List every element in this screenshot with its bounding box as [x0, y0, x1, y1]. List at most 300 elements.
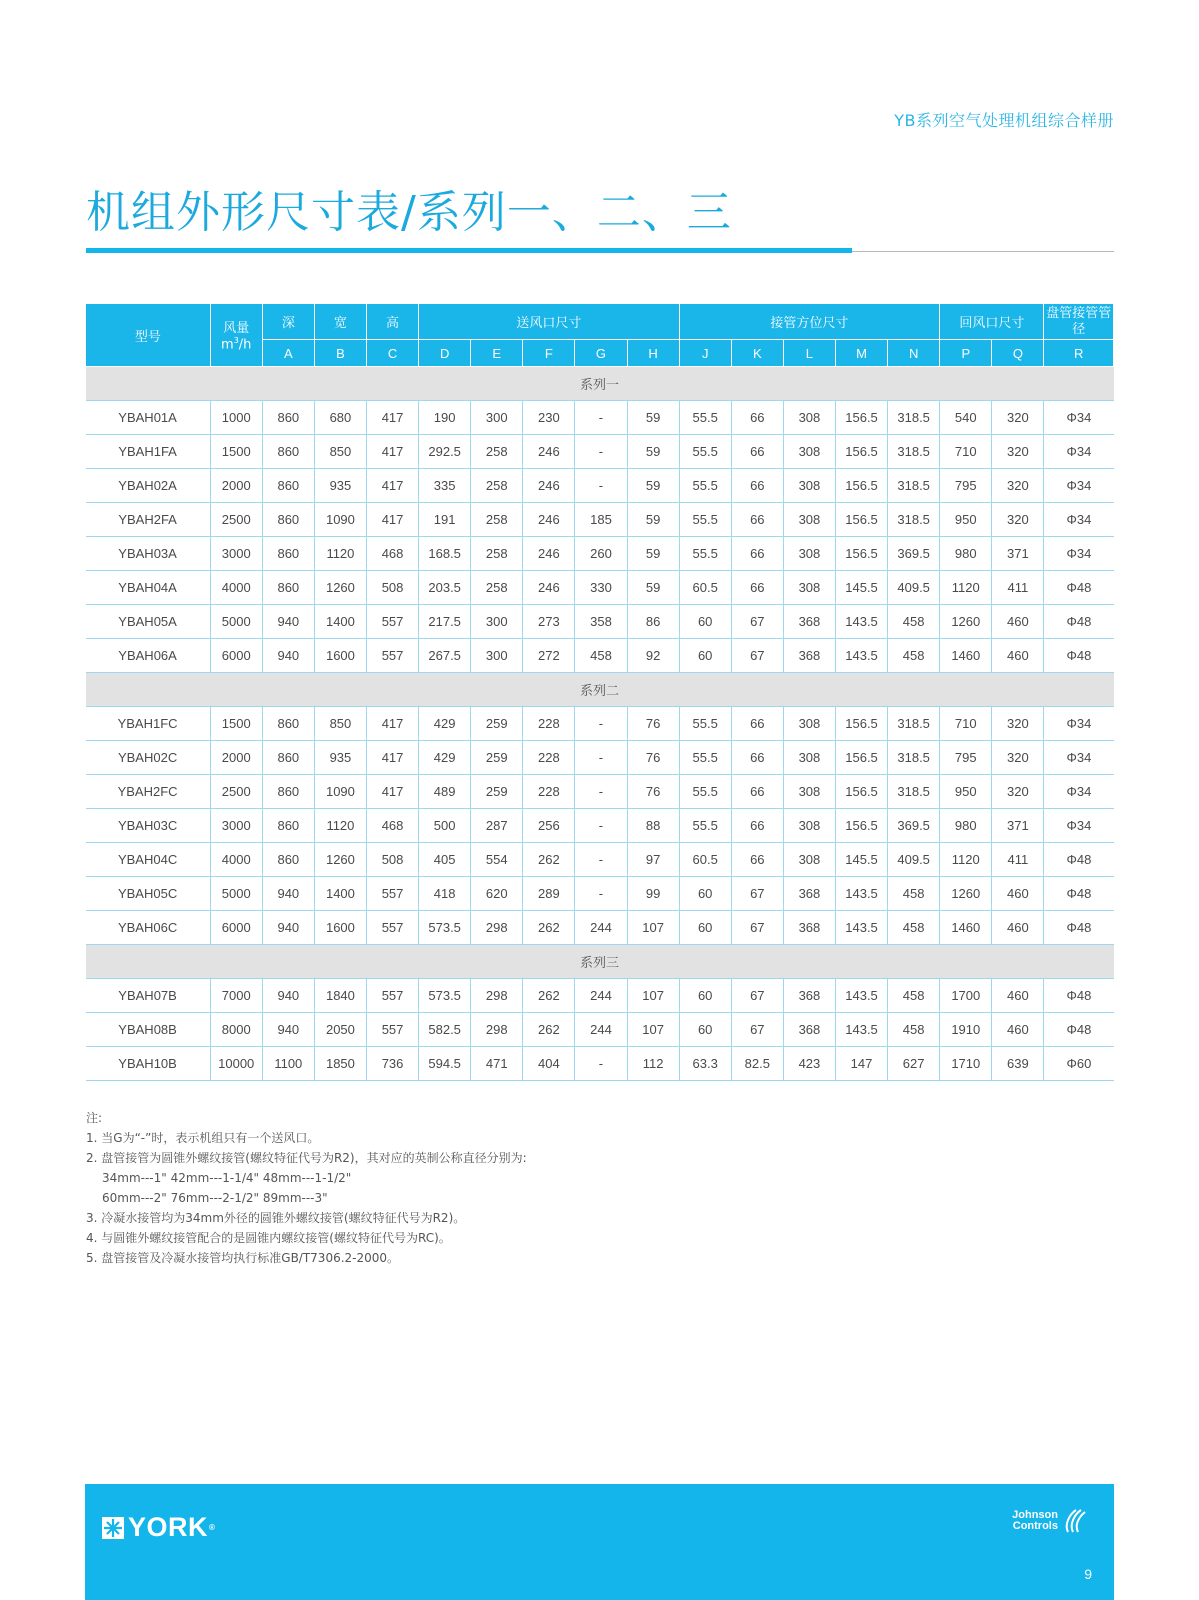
model-cell: YBAH02A: [86, 469, 211, 503]
header-col-r: R: [1044, 340, 1114, 367]
table-cell: 417: [366, 741, 418, 775]
header-height: 高: [366, 304, 418, 340]
table-cell: -: [575, 775, 627, 809]
table-cell: 190: [419, 401, 471, 435]
table-cell: 298: [471, 979, 523, 1013]
table-cell: 1400: [314, 877, 366, 911]
table-cell: 259: [471, 707, 523, 741]
model-cell: YBAH04C: [86, 843, 211, 877]
table-cell: Φ34: [1044, 809, 1114, 843]
table-cell: 244: [575, 911, 627, 945]
table-row: [86, 741, 1114, 775]
header-col-m: M: [835, 340, 887, 367]
series-group-row: [86, 945, 1114, 979]
note-item: 3. 冷凝水接管均为34mm外径的圆锥外螺纹接管(螺纹特征代号为R2)。: [86, 1211, 466, 1225]
model-cell: YBAH07B: [86, 979, 211, 1013]
table-cell: 409.5: [888, 571, 940, 605]
johnson-controls-logo: [1012, 1508, 1086, 1534]
table-cell: 320: [992, 707, 1044, 741]
table-cell: 228: [523, 707, 575, 741]
table-cell: 7000: [210, 979, 262, 1013]
table-cell: 320: [992, 435, 1044, 469]
table-cell: 460: [992, 1013, 1044, 1047]
table-cell: 417: [366, 707, 418, 741]
table-row: [86, 435, 1114, 469]
table-cell: 67: [731, 979, 783, 1013]
table-cell: 468: [366, 537, 418, 571]
table-cell: 258: [471, 503, 523, 537]
table-cell: 409.5: [888, 843, 940, 877]
table-cell: 156.5: [835, 741, 887, 775]
table-cell: 217.5: [419, 605, 471, 639]
table-cell: Φ34: [1044, 435, 1114, 469]
table-cell: 320: [992, 503, 1044, 537]
jc-line2: Controls: [1012, 1520, 1058, 1532]
table-cell: 1840: [314, 979, 366, 1013]
model-cell: YBAH2FC: [86, 775, 211, 809]
table-cell: 272: [523, 639, 575, 673]
table-cell: 258: [471, 435, 523, 469]
header-airflow-unit: [211, 336, 262, 352]
table-cell: 67: [731, 605, 783, 639]
note-item: 2. 盘管接管为圆锥外螺纹接管(螺纹特征代号为R2)，其对应的英制公称直径分别为:: [86, 1151, 527, 1165]
table-cell: 86: [627, 605, 679, 639]
table-cell: 935: [314, 741, 366, 775]
table-cell: 55.5: [679, 741, 731, 775]
header-airflow: [210, 304, 262, 367]
table-cell: 318.5: [888, 741, 940, 775]
header-width: 宽: [314, 304, 366, 340]
table-cell: 460: [992, 911, 1044, 945]
table-cell: -: [575, 741, 627, 775]
table-row: [86, 537, 1114, 571]
table-cell: 300: [471, 605, 523, 639]
header-col-a: A: [262, 340, 314, 367]
catalog-title: YB系列空气处理机组综合样册: [894, 111, 1114, 130]
table-cell: 860: [262, 571, 314, 605]
york-snowflake-icon: [102, 1517, 124, 1539]
table-cell: 67: [731, 911, 783, 945]
table-cell: 66: [731, 435, 783, 469]
table-cell: 935: [314, 469, 366, 503]
model-cell: YBAH03A: [86, 537, 211, 571]
page-number: 9: [1084, 1566, 1092, 1582]
table-cell: 66: [731, 401, 783, 435]
table-cell: 940: [262, 1013, 314, 1047]
table-row: [86, 877, 1114, 911]
table-cell: -: [575, 469, 627, 503]
table-cell: 405: [419, 843, 471, 877]
table-cell: 230: [523, 401, 575, 435]
table-cell: 540: [940, 401, 992, 435]
table-cell: 573.5: [419, 911, 471, 945]
table-cell: 1260: [314, 843, 366, 877]
table-cell: 244: [575, 1013, 627, 1047]
table-cell: 429: [419, 741, 471, 775]
jc-line1: Johnson: [1012, 1509, 1058, 1521]
table-cell: 369.5: [888, 537, 940, 571]
table-cell: 1120: [314, 537, 366, 571]
table-cell: 1120: [940, 843, 992, 877]
table-cell: -: [575, 877, 627, 911]
table-cell: 318.5: [888, 775, 940, 809]
york-logo: [102, 1512, 215, 1543]
model-cell: YBAH10B: [86, 1047, 211, 1081]
table-row: [86, 401, 1114, 435]
table-cell: 82.5: [731, 1047, 783, 1081]
table-cell: 55.5: [679, 537, 731, 571]
table-cell: 308: [783, 469, 835, 503]
table-cell: 308: [783, 503, 835, 537]
table-cell: 573.5: [419, 979, 471, 1013]
table-cell: 404: [523, 1047, 575, 1081]
table-cell: 318.5: [888, 435, 940, 469]
table-cell: 246: [523, 503, 575, 537]
table-cell: 55.5: [679, 809, 731, 843]
model-cell: YBAH08B: [86, 1013, 211, 1047]
table-cell: 411: [992, 843, 1044, 877]
table-cell: 259: [471, 775, 523, 809]
table-cell: 55.5: [679, 503, 731, 537]
model-cell: YBAH06C: [86, 911, 211, 945]
table-cell: 145.5: [835, 571, 887, 605]
table-cell: 156.5: [835, 435, 887, 469]
table-cell: 860: [262, 809, 314, 843]
table-cell: 143.5: [835, 877, 887, 911]
table-cell: 557: [366, 979, 418, 1013]
table-cell: 300: [471, 401, 523, 435]
table-cell: 273: [523, 605, 575, 639]
header-col-k: K: [731, 340, 783, 367]
table-cell: 143.5: [835, 1013, 887, 1047]
series-group-row: [86, 367, 1114, 401]
table-cell: 980: [940, 809, 992, 843]
table-cell: 736: [366, 1047, 418, 1081]
table-cell: 950: [940, 775, 992, 809]
table-cell: 489: [419, 775, 471, 809]
header-model: 型号: [86, 304, 211, 367]
model-cell: YBAH1FC: [86, 707, 211, 741]
table-cell: 262: [523, 979, 575, 1013]
table-cell: 203.5: [419, 571, 471, 605]
table-cell: 308: [783, 401, 835, 435]
table-cell: 308: [783, 775, 835, 809]
table-cell: 66: [731, 503, 783, 537]
table-cell: 256: [523, 809, 575, 843]
table-cell: 8000: [210, 1013, 262, 1047]
table-cell: 4000: [210, 843, 262, 877]
table-row: [86, 979, 1114, 1013]
table-cell: 368: [783, 605, 835, 639]
table-cell: 191: [419, 503, 471, 537]
table-cell: 368: [783, 911, 835, 945]
table-cell: 320: [992, 741, 1044, 775]
table-cell: Φ34: [1044, 741, 1114, 775]
table-cell: 860: [262, 707, 314, 741]
table-cell: 594.5: [419, 1047, 471, 1081]
table-cell: 66: [731, 775, 783, 809]
table-cell: 10000: [210, 1047, 262, 1081]
table-cell: 508: [366, 843, 418, 877]
header-col-n: N: [888, 340, 940, 367]
series-group-label: 系列三: [86, 945, 1114, 979]
table-cell: 55.5: [679, 707, 731, 741]
table-cell: 1500: [210, 435, 262, 469]
table-cell: 1090: [314, 775, 366, 809]
table-cell: 60.5: [679, 571, 731, 605]
table-cell: 627: [888, 1047, 940, 1081]
table-cell: 460: [992, 877, 1044, 911]
york-reg-mark: ®: [209, 1523, 216, 1532]
airflow-unit-tail: /h: [238, 337, 252, 353]
table-cell: 1850: [314, 1047, 366, 1081]
note-item: 1. 当G为“-”时，表示机组只有一个送风口。: [86, 1131, 320, 1145]
table-cell: -: [575, 401, 627, 435]
table-cell: 1910: [940, 1013, 992, 1047]
table-cell: -: [575, 809, 627, 843]
table-cell: 298: [471, 911, 523, 945]
table-cell: 92: [627, 639, 679, 673]
table-cell: 97: [627, 843, 679, 877]
table-cell: 143.5: [835, 639, 887, 673]
table-cell: 371: [992, 809, 1044, 843]
table-cell: 300: [471, 639, 523, 673]
table-cell: 55.5: [679, 775, 731, 809]
table-row: [86, 707, 1114, 741]
table-cell: 368: [783, 979, 835, 1013]
table-cell: 860: [262, 435, 314, 469]
table-cell: 710: [940, 707, 992, 741]
header-col-j: J: [679, 340, 731, 367]
table-cell: 330: [575, 571, 627, 605]
table-cell: 298: [471, 1013, 523, 1047]
table-cell: 940: [262, 911, 314, 945]
table-cell: 460: [992, 979, 1044, 1013]
table-cell: Φ34: [1044, 401, 1114, 435]
table-cell: Φ48: [1044, 979, 1114, 1013]
table-cell: Φ34: [1044, 707, 1114, 741]
model-cell: YBAH05C: [86, 877, 211, 911]
table-cell: 1100: [262, 1047, 314, 1081]
header-col-b: B: [314, 340, 366, 367]
table-cell: 258: [471, 537, 523, 571]
table-cell: 88: [627, 809, 679, 843]
table-cell: 458: [888, 877, 940, 911]
header-col-f: F: [523, 340, 575, 367]
table-cell: Φ34: [1044, 537, 1114, 571]
table-cell: 2000: [210, 469, 262, 503]
table-cell: 458: [888, 911, 940, 945]
table-cell: 860: [262, 843, 314, 877]
york-wordmark: YORK: [128, 1512, 209, 1542]
table-cell: 60: [679, 639, 731, 673]
table-row: [86, 469, 1114, 503]
table-cell: 55.5: [679, 435, 731, 469]
model-cell: YBAH01A: [86, 401, 211, 435]
table-cell: 289: [523, 877, 575, 911]
table-cell: 940: [262, 639, 314, 673]
table-cell: 554: [471, 843, 523, 877]
table-cell: 6000: [210, 911, 262, 945]
table-cell: 318.5: [888, 401, 940, 435]
table-cell: 320: [992, 775, 1044, 809]
table-cell: 468: [366, 809, 418, 843]
table-cell: 680: [314, 401, 366, 435]
table-cell: 500: [419, 809, 471, 843]
table-cell: 246: [523, 469, 575, 503]
table-cell: 143.5: [835, 979, 887, 1013]
title-underline: [86, 248, 852, 253]
table-row: [86, 571, 1114, 605]
table-row: [86, 503, 1114, 537]
table-cell: 76: [627, 741, 679, 775]
table-cell: 1090: [314, 503, 366, 537]
table-cell: 940: [262, 605, 314, 639]
table-cell: 417: [366, 435, 418, 469]
header-col-c: C: [366, 340, 418, 367]
notes: [86, 1108, 527, 1268]
table-cell: 940: [262, 979, 314, 1013]
table-cell: 246: [523, 435, 575, 469]
table-cell: 55.5: [679, 469, 731, 503]
table-cell: 76: [627, 707, 679, 741]
table-cell: 246: [523, 537, 575, 571]
header-col-p: P: [940, 340, 992, 367]
note-item: 60mm---2" 76mm---2-1/2" 89mm---3": [102, 1191, 328, 1205]
model-cell: YBAH02C: [86, 741, 211, 775]
table-cell: 5000: [210, 877, 262, 911]
table-cell: Φ48: [1044, 639, 1114, 673]
table-cell: 59: [627, 469, 679, 503]
table-cell: 308: [783, 537, 835, 571]
table-cell: 1600: [314, 639, 366, 673]
table-cell: Φ34: [1044, 503, 1114, 537]
table-cell: 258: [471, 571, 523, 605]
table-cell: 228: [523, 741, 575, 775]
table-cell: 60: [679, 1013, 731, 1047]
table-row: [86, 605, 1114, 639]
table-cell: 59: [627, 537, 679, 571]
table-cell: 156.5: [835, 401, 887, 435]
table-cell: 66: [731, 571, 783, 605]
footer-bar: [85, 1484, 1114, 1600]
table-cell: 6000: [210, 639, 262, 673]
table-cell: 2050: [314, 1013, 366, 1047]
table-row: [86, 639, 1114, 673]
model-cell: YBAH1FA: [86, 435, 211, 469]
table-cell: 795: [940, 741, 992, 775]
page-title: 机组外形尺寸表/系列一、二、三: [86, 187, 732, 238]
table-cell: 63.3: [679, 1047, 731, 1081]
table-cell: 59: [627, 435, 679, 469]
table-cell: Φ48: [1044, 911, 1114, 945]
table-cell: 557: [366, 911, 418, 945]
model-cell: YBAH05A: [86, 605, 211, 639]
table-cell: 262: [523, 911, 575, 945]
header-pipe-position: 接管方位尺寸: [679, 304, 940, 340]
table-cell: 156.5: [835, 809, 887, 843]
table-cell: Φ48: [1044, 571, 1114, 605]
table-cell: 1000: [210, 401, 262, 435]
table-cell: 1710: [940, 1047, 992, 1081]
table-cell: 66: [731, 809, 783, 843]
table-cell: 267.5: [419, 639, 471, 673]
table-cell: 3000: [210, 809, 262, 843]
table-row: [86, 809, 1114, 843]
table-cell: 335: [419, 469, 471, 503]
table-cell: 417: [366, 469, 418, 503]
model-cell: YBAH06A: [86, 639, 211, 673]
table-cell: -: [575, 843, 627, 877]
table-cell: 59: [627, 401, 679, 435]
header-depth: 深: [262, 304, 314, 340]
table-cell: 557: [366, 639, 418, 673]
table-cell: 259: [471, 741, 523, 775]
table-cell: 67: [731, 1013, 783, 1047]
table-cell: 620: [471, 877, 523, 911]
table-cell: 59: [627, 571, 679, 605]
table-cell: 950: [940, 503, 992, 537]
table-cell: 980: [940, 537, 992, 571]
table-cell: 417: [366, 401, 418, 435]
table-cell: 423: [783, 1047, 835, 1081]
table-cell: 1500: [210, 707, 262, 741]
table-cell: 318.5: [888, 469, 940, 503]
table-cell: 458: [888, 979, 940, 1013]
table-cell: 2000: [210, 741, 262, 775]
table-cell: 168.5: [419, 537, 471, 571]
table-cell: 262: [523, 843, 575, 877]
table-cell: 60: [679, 605, 731, 639]
table-row: [86, 775, 1114, 809]
table-cell: 66: [731, 707, 783, 741]
table-cell: 860: [262, 775, 314, 809]
table-cell: 308: [783, 435, 835, 469]
table-cell: 107: [627, 979, 679, 1013]
dimension-table-wrapper: [85, 303, 1114, 1081]
header-supply-outlet: 送风口尺寸: [419, 304, 680, 340]
table-row: [86, 1047, 1114, 1081]
table-cell: 458: [888, 639, 940, 673]
table-cell: 2500: [210, 775, 262, 809]
table-cell: 308: [783, 707, 835, 741]
table-cell: 508: [366, 571, 418, 605]
table-cell: 417: [366, 775, 418, 809]
table-cell: 320: [992, 401, 1044, 435]
model-cell: YBAH2FA: [86, 503, 211, 537]
table-cell: 860: [262, 537, 314, 571]
table-cell: 4000: [210, 571, 262, 605]
table-cell: 368: [783, 639, 835, 673]
table-cell: 143.5: [835, 605, 887, 639]
header-col-g: G: [575, 340, 627, 367]
jc-wordmark: [1012, 1510, 1058, 1532]
table-cell: 318.5: [888, 707, 940, 741]
table-cell: 318.5: [888, 503, 940, 537]
table-cell: 60.5: [679, 843, 731, 877]
table-cell: 185: [575, 503, 627, 537]
table-cell: 850: [314, 707, 366, 741]
table-cell: 143.5: [835, 911, 887, 945]
table-cell: 458: [888, 1013, 940, 1047]
table-cell: 460: [992, 605, 1044, 639]
model-cell: YBAH03C: [86, 809, 211, 843]
table-cell: Φ60: [1044, 1047, 1114, 1081]
table-cell: 262: [523, 1013, 575, 1047]
table-cell: 67: [731, 639, 783, 673]
airflow-unit-base: m: [221, 337, 234, 353]
table-cell: -: [575, 1047, 627, 1081]
